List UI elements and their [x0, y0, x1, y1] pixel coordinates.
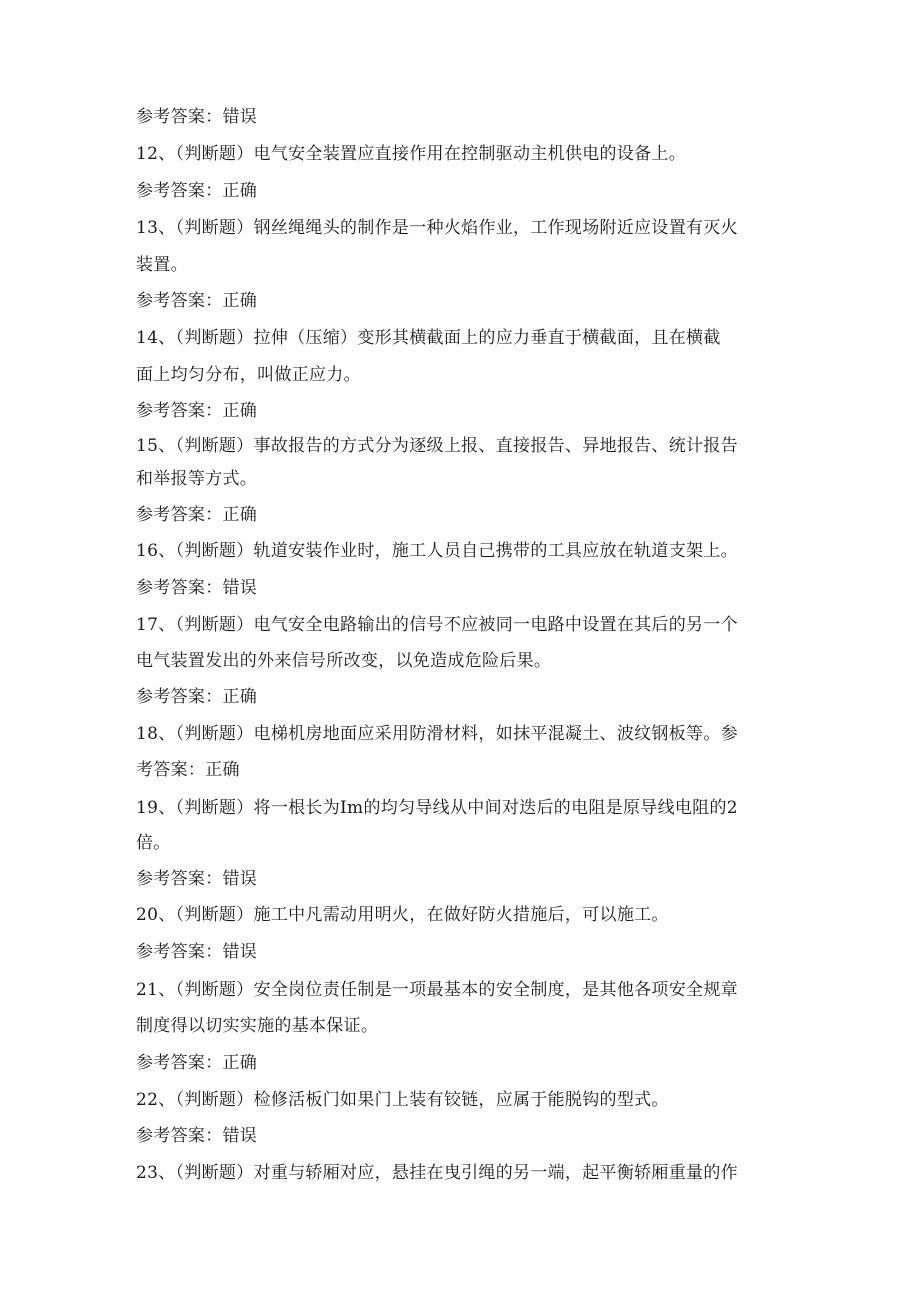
question-line: 20、（判断题）施工中凡需动用明火，在做好防火措施后，可以施工。 [136, 905, 669, 925]
answer-line: 参考答案：错误 [136, 107, 258, 127]
answer-line: 考答案：正确 [136, 760, 240, 780]
question-line: 倍。 [136, 833, 171, 853]
question-line: 19、（判断题）将一根长为Im的均匀导线从中间对迭后的电阻是原导线电阻的2 [136, 798, 738, 818]
question-line: 12、（判断题）电气安全装置应直接作用在控制驱动主机供电的设备上。 [136, 144, 687, 164]
question-line: 装置。 [136, 255, 188, 275]
answer-line: 参考答案：正确 [136, 181, 258, 201]
question-line: 18、（判断题）电梯机房地面应采用防滑材料，如抹平混凝土、波纹钢板等。参 [136, 724, 738, 744]
answer-line: 参考答案：正确 [136, 401, 258, 421]
answer-line: 参考答案：正确 [136, 1053, 258, 1073]
answer-line: 参考答案：正确 [136, 505, 258, 525]
question-line: 15、（判断题）事故报告的方式分为逐级上报、直接报告、异地报告、统计报告 [136, 436, 738, 456]
question-line: 22、（判断题）检修活板门如果门上装有铰链，应属于能脱钩的型式。 [136, 1090, 669, 1110]
answer-line: 参考答案：错误 [136, 578, 258, 598]
question-line: 23、（判断题）对重与轿厢对应，悬挂在曳引绳的另一端，起平衡轿厢重量的作 [136, 1163, 738, 1183]
question-line: 面上均匀分布，叫做正应力。 [136, 365, 361, 385]
question-line: 电气装置发出的外来信号所改变，以免造成危险后果。 [136, 651, 552, 671]
question-line: 和举报等方式。 [136, 469, 258, 489]
answer-line: 参考答案：错误 [136, 942, 258, 962]
answer-line: 参考答案：错误 [136, 1126, 258, 1146]
question-line: 16、（判断题）轨道安装作业时，施工人员自己携带的工具应放在轨道支架上。 [136, 541, 738, 561]
question-line: 13、（判断题）钢丝绳绳头的制作是一种火焰作业，工作现场附近应设置有灭火 [136, 218, 738, 238]
answer-line: 参考答案：正确 [136, 687, 258, 707]
answer-line: 参考答案：错误 [136, 869, 258, 889]
answer-line: 参考答案：正确 [136, 291, 258, 311]
question-line: 21、（判断题）安全岗位责任制是一项最基本的安全制度，是其他各项安全规章 [136, 980, 738, 1000]
question-line: 14、（判断题）拉伸（压缩）变形其横截面上的应力垂直于横截面，且在横截 [136, 328, 721, 348]
question-line: 制度得以切实实施的基本保证。 [136, 1016, 379, 1036]
question-line: 17、（判断题）电气安全电路输出的信号不应被同一电路中设置在其后的另一个 [136, 615, 738, 635]
